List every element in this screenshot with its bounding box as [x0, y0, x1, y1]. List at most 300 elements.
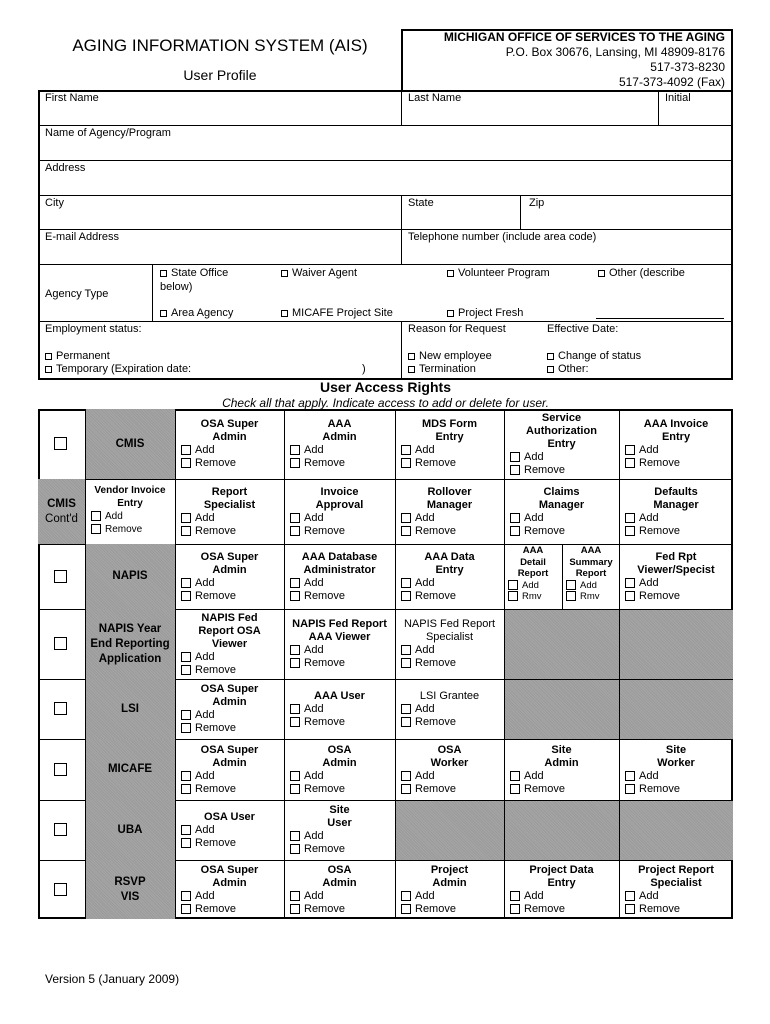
checkbox-icon[interactable] [54, 702, 67, 715]
checkbox-icon[interactable] [91, 524, 101, 534]
remove-option[interactable] [175, 664, 284, 677]
add-option[interactable] [175, 824, 284, 837]
phone-field[interactable]: Telephone number (include area code) [408, 231, 597, 243]
option-title: Project Data [529, 863, 594, 876]
checkbox-icon[interactable] [401, 784, 411, 794]
checkbox-icon[interactable] [401, 578, 411, 588]
option-title: MDS Form [422, 418, 477, 430]
option-label: Add [639, 511, 659, 524]
remove-option[interactable] [395, 590, 504, 603]
checkbox-icon[interactable] [290, 458, 300, 468]
row-select-checkbox[interactable] [54, 823, 67, 836]
reason-other[interactable]: Other: [547, 363, 589, 375]
access-option-cell [284, 486, 395, 538]
option-label: Remove [415, 589, 456, 602]
state-field[interactable]: State [408, 197, 434, 209]
access-option-cell [395, 690, 504, 729]
checkbox-icon[interactable] [625, 458, 635, 468]
checkbox-icon[interactable] [290, 578, 300, 588]
add-option[interactable] [284, 512, 395, 525]
other-describe-line[interactable] [596, 318, 724, 319]
zip-field[interactable]: Zip [529, 197, 545, 209]
checkbox-icon[interactable] [91, 511, 101, 521]
add-option[interactable] [395, 644, 504, 657]
checkbox-icon[interactable] [625, 784, 635, 794]
option-title: Entry [661, 431, 691, 443]
checkbox-icon[interactable] [290, 844, 300, 854]
option-title: Entry [117, 498, 143, 509]
add-option[interactable] [175, 770, 284, 783]
checkbox-icon[interactable] [281, 270, 288, 277]
remove-option[interactable] [175, 590, 284, 603]
option-label: Remove [304, 524, 345, 537]
option-title: Site [551, 743, 572, 756]
reason-termination[interactable]: Termination [408, 363, 476, 375]
checkbox-icon[interactable] [401, 591, 411, 601]
access-option-cell [175, 744, 284, 796]
option-title: Vendor Invoice [94, 485, 166, 496]
option-label: Remove [195, 902, 236, 915]
remove-option[interactable] [395, 716, 504, 729]
access-option-cell [504, 545, 562, 603]
checkbox-icon[interactable] [508, 580, 518, 590]
checkbox-icon[interactable] [510, 784, 520, 794]
checkbox-icon[interactable] [45, 366, 52, 373]
add-option[interactable] [504, 451, 619, 464]
add-option[interactable] [619, 512, 733, 525]
checkbox-icon[interactable] [625, 513, 635, 523]
checkbox-icon[interactable] [510, 904, 520, 914]
remove-option[interactable] [284, 903, 395, 916]
agency-type-state-office[interactable]: State Office [160, 267, 228, 279]
option-title: Entry [547, 876, 576, 889]
option-title: Entry [435, 431, 464, 443]
checkbox-icon[interactable] [566, 591, 576, 601]
checkbox-icon[interactable] [510, 465, 520, 475]
remove-option[interactable] [619, 525, 733, 538]
employment-temporary[interactable]: Temporary (Expiration date: [45, 363, 191, 375]
checkbox-icon[interactable] [401, 458, 411, 468]
agency-type-volunteer-program[interactable]: Volunteer Program [447, 267, 550, 279]
option-label: Remove [195, 663, 236, 676]
checkbox-icon[interactable] [290, 831, 300, 841]
option-label: Remove [415, 657, 456, 669]
option-title: Administrator [303, 563, 376, 576]
remove-option[interactable] [619, 783, 733, 796]
add-option[interactable] [175, 651, 284, 664]
access-option-cell [284, 864, 395, 916]
checkbox-icon[interactable] [625, 445, 635, 455]
checkbox-icon[interactable] [547, 366, 554, 373]
option-label: Add [580, 579, 597, 591]
option-label: Remove [415, 782, 456, 795]
option-label: Add [415, 444, 435, 456]
checkbox-icon[interactable] [290, 704, 300, 714]
access-option-cell [284, 418, 395, 470]
unavailable-cell [620, 680, 733, 739]
checkbox-icon[interactable] [401, 904, 411, 914]
option-label: Add [195, 889, 215, 902]
checkbox-icon[interactable] [181, 445, 191, 455]
option-label: Add [304, 576, 324, 589]
add-option[interactable] [504, 580, 562, 592]
option-title: AAA [327, 418, 352, 430]
add-option[interactable] [619, 444, 733, 457]
add-option[interactable] [395, 703, 504, 716]
remove-option[interactable] [504, 525, 619, 538]
access-rights-instructions: Check all that apply. Indicate access to add or delete for user. [222, 396, 549, 410]
add-option[interactable] [562, 580, 620, 592]
checkbox-icon[interactable] [625, 591, 635, 601]
access-option-cell [85, 484, 175, 536]
remove-option[interactable] [175, 837, 284, 850]
checkbox-icon[interactable] [401, 445, 411, 455]
checkbox-icon[interactable] [290, 645, 300, 655]
checkbox-icon[interactable] [160, 310, 167, 317]
checkbox-icon[interactable] [510, 452, 520, 462]
option-title: Project Report [638, 863, 714, 876]
agency-type-waiver-agent[interactable]: Waiver Agent [281, 267, 357, 279]
add-option[interactable] [175, 890, 284, 903]
reason-new-employee[interactable]: New employee [408, 350, 492, 362]
unavailable-cell [620, 610, 733, 679]
checkbox-icon[interactable] [408, 366, 415, 373]
checkbox-icon[interactable] [510, 513, 520, 523]
checkbox-icon[interactable] [290, 891, 300, 901]
option-label: Remove [639, 589, 680, 602]
option-title: NAPIS Fed Report [403, 618, 496, 630]
option-title: AAA Data [424, 550, 475, 563]
option-title: OSA User [204, 810, 255, 823]
checkbox-icon[interactable] [447, 270, 454, 277]
add-option[interactable] [175, 577, 284, 590]
add-option[interactable] [395, 577, 504, 590]
add-option[interactable] [395, 890, 504, 903]
access-option-cell [284, 804, 395, 856]
option-title: OSA Super [200, 418, 259, 430]
remove-option[interactable] [284, 457, 395, 470]
add-option[interactable] [504, 512, 619, 525]
add-option[interactable] [175, 709, 284, 722]
org-fax: 517-373-4092 (Fax) [618, 75, 725, 89]
option-label: Remove [304, 715, 345, 728]
option-label: Add [304, 511, 324, 524]
checkbox-icon[interactable] [54, 437, 67, 450]
checkbox-icon[interactable] [290, 771, 300, 781]
remove-option[interactable] [284, 525, 395, 538]
checkbox-icon[interactable] [510, 891, 520, 901]
org-address: P.O. Box 30676, Lansing, MI 48909-8176 [505, 45, 725, 59]
remove-option[interactable] [504, 464, 619, 477]
checkbox-icon[interactable] [54, 823, 67, 836]
checkbox-icon[interactable] [54, 883, 67, 896]
city-field[interactable]: City [45, 197, 64, 209]
employment-permanent[interactable]: Permanent [45, 350, 110, 362]
option-title: Report [517, 568, 549, 579]
agency-type-micafe-site[interactable]: MICAFE Project Site [281, 307, 393, 319]
checkbox-icon[interactable] [181, 771, 191, 781]
checkbox-icon[interactable] [181, 652, 191, 662]
checkbox-icon[interactable] [401, 658, 411, 668]
remove-option[interactable] [562, 591, 620, 603]
add-option[interactable] [284, 890, 395, 903]
checkbox-icon[interactable] [181, 904, 191, 914]
org-name: MICHIGAN OFFICE OF SERVICES TO THE AGING [443, 30, 725, 44]
option-title: Admin [212, 696, 247, 708]
checkbox-icon[interactable] [598, 270, 605, 277]
option-label: Add [415, 511, 435, 524]
option-title: Manager [653, 498, 699, 511]
checkbox-icon[interactable] [181, 526, 191, 536]
option-title: OSA Super [200, 863, 259, 876]
checkbox-icon[interactable] [290, 717, 300, 727]
option-title: Specialist [425, 631, 474, 643]
add-option[interactable] [85, 510, 175, 523]
option-title: Specialist [650, 876, 702, 889]
checkbox-icon[interactable] [625, 526, 635, 536]
remove-option[interactable] [175, 903, 284, 916]
agency-type-project-fresh[interactable]: Project Fresh [447, 307, 523, 319]
row-select-checkbox[interactable] [54, 570, 67, 583]
checkbox-icon[interactable] [566, 580, 576, 590]
add-option[interactable] [175, 444, 284, 457]
add-option[interactable] [284, 830, 395, 843]
remove-option[interactable] [175, 783, 284, 796]
checkbox-icon[interactable] [510, 771, 520, 781]
checkbox-icon[interactable] [54, 637, 67, 650]
option-title: Rollover [427, 485, 472, 498]
remove-option[interactable] [85, 523, 175, 536]
checkbox-icon[interactable] [625, 578, 635, 588]
checkbox-icon[interactable] [181, 591, 191, 601]
add-option[interactable] [284, 577, 395, 590]
add-option[interactable] [619, 577, 733, 590]
option-title: Admin [212, 431, 247, 443]
first-name-field[interactable]: First Name [45, 92, 99, 104]
checkbox-icon[interactable] [54, 570, 67, 583]
remove-option[interactable] [619, 590, 733, 603]
option-title: Report [211, 485, 248, 498]
version-text: Version 5 (January 2009) [45, 972, 180, 986]
option-title: Specialist [203, 498, 256, 511]
access-option-cell [395, 744, 504, 796]
option-label: Add [524, 769, 544, 782]
option-title: Admin [322, 876, 357, 889]
unavailable-cell [620, 801, 733, 860]
remove-option[interactable] [395, 657, 504, 670]
system-name: NAPIS Year End Reporting Application [90, 622, 170, 665]
option-label: Remove [415, 524, 456, 537]
option-title: Invoice [320, 485, 359, 498]
add-option[interactable] [175, 512, 284, 525]
checkbox-icon[interactable] [447, 310, 454, 317]
option-title: Site [665, 743, 687, 756]
reason-change-of-status[interactable]: Change of status [547, 350, 641, 362]
checkbox-icon[interactable] [160, 270, 167, 277]
option-title: LSI Grantee [419, 689, 480, 702]
option-label: Add [304, 644, 324, 656]
remove-option[interactable] [284, 783, 395, 796]
checkbox-icon[interactable] [181, 723, 191, 733]
option-title: User [327, 817, 352, 829]
option-title: Defaults [654, 485, 698, 498]
checkbox-icon[interactable] [45, 353, 52, 360]
remove-option[interactable] [284, 843, 395, 856]
access-rights-title: User Access Rights [320, 379, 451, 395]
option-title: AAA [580, 545, 602, 556]
remove-option[interactable] [395, 903, 504, 916]
checkbox-icon[interactable] [625, 771, 635, 781]
option-label: Remove [639, 782, 680, 795]
checkbox-icon[interactable] [290, 904, 300, 914]
option-title: Manager [538, 498, 585, 511]
add-option[interactable] [284, 644, 395, 657]
access-option-cell [395, 864, 504, 916]
checkbox-icon[interactable] [401, 891, 411, 901]
option-title: Report [575, 568, 607, 579]
email-field[interactable]: E-mail Address [45, 231, 119, 243]
remove-option[interactable] [175, 457, 284, 470]
option-title: Admin [544, 756, 579, 769]
add-option[interactable] [504, 890, 619, 903]
remove-option[interactable] [395, 457, 504, 470]
checkbox-icon[interactable] [625, 904, 635, 914]
option-label: Add [195, 709, 215, 721]
option-label: Add [524, 450, 544, 463]
remove-option[interactable] [284, 716, 395, 729]
checkbox-icon[interactable] [625, 891, 635, 901]
add-option[interactable] [504, 770, 619, 783]
access-option-cell [504, 486, 619, 538]
option-label: Remove [415, 457, 456, 469]
option-title: Entry [547, 437, 576, 450]
option-label: Add [524, 511, 544, 524]
remove-option[interactable] [504, 783, 619, 796]
remove-option[interactable] [395, 783, 504, 796]
option-label: Add [639, 576, 659, 589]
checkbox-icon[interactable] [290, 784, 300, 794]
option-title: Worker [430, 756, 469, 769]
agency-name-field[interactable]: Name of Agency/Program [45, 127, 171, 139]
system-name: RSVP VIS [114, 875, 146, 903]
option-title: OSA Super [200, 550, 259, 563]
add-option[interactable] [395, 770, 504, 783]
employment-status-label: Employment status: [45, 323, 142, 335]
checkbox-icon[interactable] [181, 513, 191, 523]
checkbox-icon[interactable] [290, 445, 300, 455]
row-select-checkbox[interactable] [54, 883, 67, 896]
checkbox-icon[interactable] [181, 825, 191, 835]
add-option[interactable] [284, 703, 395, 716]
remove-option[interactable] [175, 722, 284, 735]
access-option-cell [395, 551, 504, 603]
option-label: Remove [195, 524, 236, 537]
option-label: Remove [639, 524, 680, 537]
checkbox-icon[interactable] [54, 763, 67, 776]
checkbox-icon[interactable] [401, 717, 411, 727]
option-title: AAA Viewer [308, 631, 371, 643]
option-title: OSA Super [200, 683, 259, 695]
add-option[interactable] [619, 890, 733, 903]
unavailable-cell [396, 801, 504, 860]
checkbox-icon[interactable] [181, 891, 191, 901]
add-option[interactable] [619, 770, 733, 783]
row-select-checkbox[interactable] [54, 437, 67, 450]
option-label: Add [195, 511, 215, 524]
checkbox-icon[interactable] [181, 458, 191, 468]
address-field[interactable]: Address [45, 162, 86, 174]
remove-option[interactable] [175, 525, 284, 538]
add-option[interactable] [395, 444, 504, 457]
checkbox-icon[interactable] [181, 710, 191, 720]
option-label: Remove [639, 902, 680, 915]
checkbox-icon[interactable] [401, 513, 411, 523]
checkbox-icon[interactable] [181, 578, 191, 588]
checkbox-icon[interactable] [181, 665, 191, 675]
checkbox-icon[interactable] [508, 591, 518, 601]
option-label: Remove [524, 463, 565, 476]
add-option[interactable] [284, 444, 395, 457]
checkbox-icon[interactable] [401, 645, 411, 655]
checkbox-icon[interactable] [547, 353, 554, 360]
option-label: Add [195, 823, 215, 836]
option-label: Add [639, 769, 659, 782]
option-title: Admin [212, 756, 247, 769]
reason-label: Reason for Request [408, 323, 506, 335]
option-title: OSA [327, 743, 352, 756]
checkbox-icon[interactable] [181, 784, 191, 794]
remove-option[interactable] [284, 657, 395, 670]
checkbox-icon[interactable] [281, 310, 288, 317]
remove-option[interactable] [619, 903, 733, 916]
checkbox-icon[interactable] [510, 526, 520, 536]
row-select-checkbox[interactable] [54, 702, 67, 715]
last-name-field[interactable]: Last Name [408, 92, 462, 104]
option-label: Remove [304, 843, 345, 855]
checkbox-icon[interactable] [408, 353, 415, 360]
remove-option[interactable] [504, 591, 562, 603]
access-option-cell [504, 412, 619, 477]
row-select-checkbox[interactable] [54, 637, 67, 650]
access-option-cell [619, 744, 733, 796]
option-label: Remove [195, 457, 236, 469]
checkbox-icon[interactable] [290, 658, 300, 668]
checkbox-icon[interactable] [181, 838, 191, 848]
option-title: OSA [327, 863, 352, 876]
remove-option[interactable] [619, 457, 733, 470]
option-title: Project [430, 863, 469, 876]
effective-date-label[interactable]: Effective Date: [547, 323, 619, 335]
checkbox-icon[interactable] [401, 771, 411, 781]
add-option[interactable] [395, 512, 504, 525]
checkbox-icon[interactable] [401, 526, 411, 536]
checkbox-icon[interactable] [290, 591, 300, 601]
checkbox-icon[interactable] [401, 704, 411, 714]
agency-type-area-agency[interactable]: Area Agency [160, 307, 233, 319]
remove-option[interactable] [504, 903, 619, 916]
row-select-checkbox[interactable] [54, 763, 67, 776]
initial-field[interactable]: Initial [665, 92, 691, 104]
add-option[interactable] [284, 770, 395, 783]
agency-type-other[interactable]: Other (describe [598, 267, 685, 279]
remove-option[interactable] [284, 590, 395, 603]
option-title: Claims [543, 485, 580, 498]
checkbox-icon[interactable] [290, 526, 300, 536]
option-label: Remove [304, 782, 345, 795]
remove-option[interactable] [395, 525, 504, 538]
option-label: Remove [105, 524, 143, 535]
checkbox-icon[interactable] [290, 513, 300, 523]
